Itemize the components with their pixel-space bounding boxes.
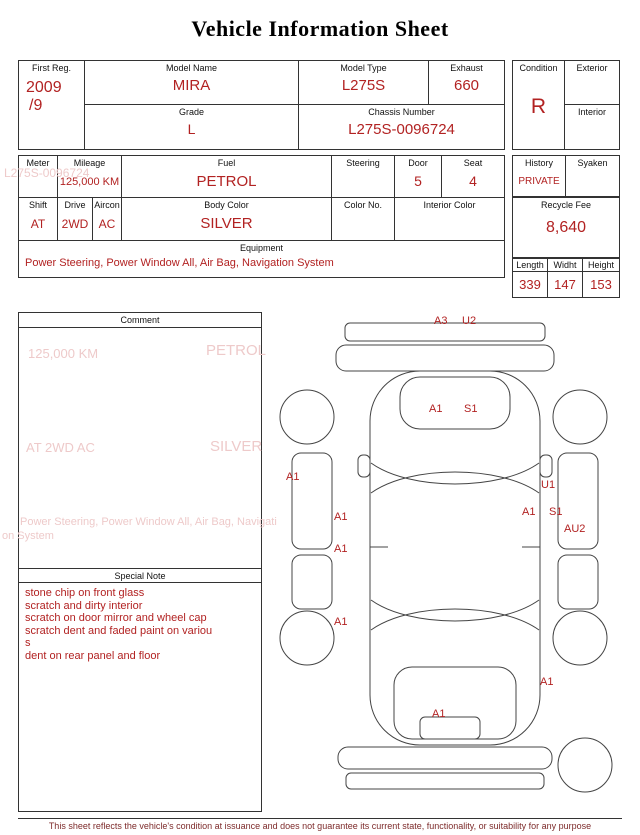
model-type-cell <box>299 61 429 104</box>
special-note-line: dent on rear panel and floor <box>25 649 161 662</box>
seat-value: 4 <box>469 173 477 189</box>
damage-label: A1 <box>286 471 300 483</box>
damage-label: A1 <box>432 708 446 720</box>
exhaust-value: 660 <box>453 77 480 94</box>
footer-divider <box>18 818 622 819</box>
shift-value: AT <box>30 217 46 231</box>
exhaust-cell <box>429 61 504 104</box>
comment-box <box>18 312 262 812</box>
fuel-cell <box>122 156 332 197</box>
length-label: Length <box>516 260 544 270</box>
width-label: Widht <box>553 260 577 270</box>
damage-label: A1 <box>334 511 348 523</box>
condition-grade-value: R <box>530 95 547 118</box>
interior-color-cell <box>395 198 504 240</box>
length-value: 339 <box>519 277 541 292</box>
fuel-value: PETROL <box>196 173 257 190</box>
ghost-text: AT 2WD AC <box>26 440 95 455</box>
first-reg-year: 2009 <box>26 79 62 96</box>
seat-cell <box>442 156 504 197</box>
recycle-fee-value: 8,640 <box>545 219 587 236</box>
model-type-label: Model Type <box>340 63 387 73</box>
grade-cell <box>85 105 299 149</box>
door-cell <box>395 156 442 197</box>
condition-cell <box>513 61 565 149</box>
equipment-label: Equipment <box>239 243 284 253</box>
damage-label: U1 <box>541 479 556 491</box>
door-value: 5 <box>414 173 422 189</box>
syaken-label: Syaken <box>577 158 608 168</box>
door-label: Door <box>408 158 428 168</box>
color-no-label: Color No. <box>343 200 382 210</box>
page-title: Vehicle Information Sheet <box>191 16 449 41</box>
history-label: History <box>524 158 553 168</box>
interior-label: Interior <box>577 107 606 117</box>
aircon-cell <box>93 198 122 240</box>
ghost-text: 125,000 KM <box>28 346 99 361</box>
vehicle-id-table <box>18 60 505 150</box>
condition-label: Condition <box>519 63 558 73</box>
damage-label: AU2 <box>564 523 586 535</box>
damage-label: A3 <box>434 315 448 327</box>
ghost-text: L275S-0096724 <box>4 166 90 180</box>
detail-table <box>18 155 505 278</box>
height-value: 153 <box>590 277 612 292</box>
drive-value: 2WD <box>61 217 89 231</box>
shift-label: Shift <box>28 200 47 210</box>
damage-label: S1 <box>464 403 478 415</box>
damage-label: A1 <box>522 506 536 518</box>
car-outline-drawing <box>270 315 632 813</box>
model-name-cell <box>85 61 299 104</box>
first-reg-month: /9 <box>29 97 43 114</box>
ghost-text: SILVER <box>210 438 263 455</box>
model-type-value: L275S <box>341 77 386 94</box>
fuel-label: Fuel <box>217 158 236 168</box>
exterior-cell <box>565 61 619 105</box>
special-note-area <box>19 583 261 811</box>
footer-disclaimer: This sheet reflects the vehicle's condition at issuance and does not guarantee its current state, functionality, or suitability for any purpose <box>48 821 592 831</box>
chassis-number-label: Chassis Number <box>368 107 435 117</box>
exterior-label: Exterior <box>576 63 608 73</box>
interior-cell <box>565 105 619 149</box>
dimensions-table <box>512 258 620 298</box>
damage-label: U2 <box>462 315 477 327</box>
model-name-label: Model Name <box>165 63 218 73</box>
ghost-text: PETROL <box>206 342 267 359</box>
vehicle-id-right <box>85 61 504 149</box>
damage-label: S1 <box>549 506 563 518</box>
car-damage-diagram <box>270 315 632 813</box>
special-note-label: Special Note <box>19 568 261 583</box>
special-note-line: scratch dent and faded paint on variou <box>25 624 213 637</box>
comment-label: Comment <box>19 313 261 328</box>
first-reg-label: First Reg. <box>31 63 71 73</box>
history-value: PRIVATE <box>518 176 560 187</box>
ghost-text: Power Steering, Power Window All, Air Bag, Navigati <box>20 516 277 528</box>
first-reg-cell <box>19 61 85 149</box>
steering-cell <box>332 156 395 197</box>
width-value: 147 <box>554 277 576 292</box>
damage-label: A1 <box>429 403 443 415</box>
damage-label: A1 <box>334 543 348 555</box>
body-color-label: Body Color <box>204 200 249 210</box>
special-note-line: scratch and dirty interior <box>25 599 143 612</box>
special-note-line: scratch on door mirror and wheel cap <box>25 612 207 624</box>
aircon-value: AC <box>98 217 116 231</box>
height-label: Height <box>587 260 614 270</box>
history-table <box>512 155 620 197</box>
color-no-cell <box>332 198 395 240</box>
model-name-value: MIRA <box>172 77 211 94</box>
body-color-cell <box>122 198 332 240</box>
syaken-cell <box>566 156 619 196</box>
chassis-cell <box>299 105 504 149</box>
meter-label: Meter <box>26 158 50 168</box>
ghost-text: on System <box>2 530 54 542</box>
steering-label: Steering <box>346 158 380 168</box>
mileage-label: Mileage <box>73 158 106 168</box>
body-color-value: SILVER <box>200 215 253 232</box>
special-note-line: s <box>25 637 31 649</box>
recycle-fee-label: Recycle Fee <box>540 200 592 210</box>
drive-label: Drive <box>64 200 86 210</box>
grade-value: L <box>187 121 196 137</box>
shift-cell <box>19 198 58 240</box>
condition-table <box>512 60 620 150</box>
ext-int-column <box>565 61 619 149</box>
seat-label: Seat <box>463 158 483 168</box>
aircon-label: Aircon <box>94 200 120 210</box>
damage-label: A1 <box>540 676 554 688</box>
interior-color-label: Interior Color <box>423 200 476 210</box>
damage-label: A1 <box>334 616 348 628</box>
history-cell <box>513 156 566 196</box>
drive-cell <box>58 198 93 240</box>
equipment-value: Power Steering, Power Window All, Air Bag, Navigation System <box>25 257 334 269</box>
mileage-value: 125,000 KM <box>59 176 120 188</box>
special-note-line: stone chip on front glass <box>25 587 145 599</box>
chassis-number-value: L275S-0096724 <box>348 121 455 138</box>
grade-label: Grade <box>178 107 204 117</box>
recycle-fee-box <box>512 197 620 258</box>
exhaust-label: Exhaust <box>450 63 483 73</box>
